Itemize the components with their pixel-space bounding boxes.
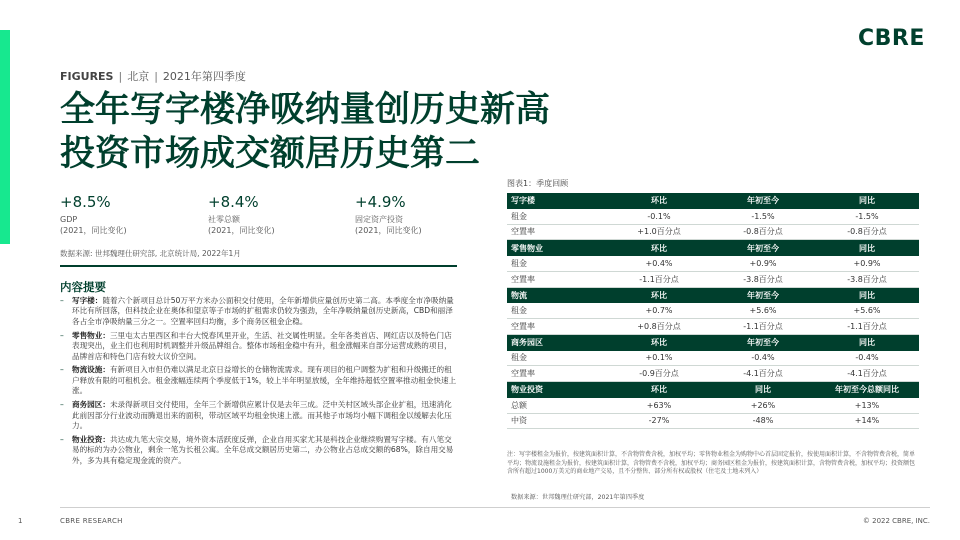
summary-item-investment: – 物业投资：共达成九笔大宗交易，境外资本活跃度反弹，企业自用买家尤其是科技企业继续购置写字楼。有八笔交易的标的为办公物业，剩余一笔为长租公寓。全年总成交额居历史第二，办公物业占总成交额的68%，除自用交易外，多为具有稳定现金流的资产。 <box>60 434 454 465</box>
table-row <box>507 209 919 225</box>
table-cell: +0.7% <box>645 306 673 316</box>
kpi-value: +4.9% <box>355 193 406 211</box>
bullet-head: 零售物业： <box>72 330 110 340</box>
page-number: 1 <box>18 517 23 525</box>
table-row <box>507 256 919 272</box>
header-cell: 物业投资 <box>511 385 543 395</box>
table-cell: +63% <box>646 400 672 410</box>
kpi-sub: (2021，同比变化) <box>208 226 275 235</box>
summary-item-retail: – 零售物业：三里屯太古里西区和丰台大悦春风里开业，生活、社交属性明显。全年各类首店、网红店以及特色门店表现突出，业主们也利用时机调整并升级品牌组合。整体市场租金稳中有升，租金涨幅来自部分运营成熟的项目，品牌首店和特色门店有较大议价空间。 <box>60 330 452 361</box>
kpi-retail <box>208 192 275 236</box>
kpi-label: 固定资产投资 <box>355 215 403 224</box>
table-cell: +0.8百分点 <box>637 321 681 331</box>
table-cell: 租金 <box>511 306 527 316</box>
table-row <box>507 414 919 430</box>
table-cell: 空置率 <box>511 274 535 284</box>
table-header-business-park <box>507 335 919 351</box>
header-cell: 同比 <box>859 243 875 253</box>
header-cell: 年初至今 <box>747 290 779 300</box>
table-cell: 租金 <box>511 353 527 363</box>
table-cell: -27% <box>648 416 670 426</box>
header-cell: 环比 <box>651 243 667 253</box>
kpi-sub: (2021，同比变化) <box>60 226 127 235</box>
bullet-head: 商务园区： <box>72 400 110 410</box>
table-cell: 空置率 <box>511 321 535 331</box>
header-cell: 零售物业 <box>511 243 543 253</box>
figure-label: 图表1：季度回顾 <box>507 179 569 188</box>
kpi-sub: (2021，同比变化) <box>355 226 422 235</box>
kpi-label: 社零总额 <box>208 215 240 224</box>
kpi-gdp <box>60 192 127 236</box>
header-cell: 环比 <box>651 196 667 206</box>
table-cell: -1.5% <box>855 211 879 221</box>
kpi-group <box>60 192 460 242</box>
footer-rule <box>60 507 930 508</box>
table-cell: -0.4% <box>855 353 879 363</box>
table-row <box>507 225 919 241</box>
table-cell: +0.4% <box>645 258 673 268</box>
footer-copyright: © 2022 CBRE, INC. <box>862 517 930 525</box>
bullet-head: 写字楼： <box>72 296 103 305</box>
table-cell: -1.1百分点 <box>743 321 783 331</box>
table-cell: -1.1百分点 <box>639 274 679 284</box>
table-cell: +26% <box>750 400 776 410</box>
summary-list <box>60 296 458 470</box>
table-cell: +13% <box>854 400 880 410</box>
table-header-retail <box>507 240 919 256</box>
table-cell: 空置率 <box>511 369 535 379</box>
table-cell: +5.6% <box>749 306 777 316</box>
table-cell: -1.1百分点 <box>847 321 887 331</box>
table-header-investment <box>507 382 919 398</box>
header-cell: 商务园区 <box>511 338 543 348</box>
table-cell: +5.6% <box>853 306 881 316</box>
table-cell: +0.9% <box>853 258 881 268</box>
table-notes: 注：写字楼租金为报价，按建筑面积计算，不含物管费含税，加权平均；零售物业租金为购物中心首层固定报价，按使用面积计算，不含物管费含税，简单平均；物流设施租金为报价，按建筑面积计算，含物管费不含税，加权平均；商务园区租金为报价，按建筑面积计算，含物管费含税，加权平均；投资额包含所有超过1000万美元的商业地产交易，且不分整售、部分所有权或股权（住宅及土地未列入） <box>507 451 916 476</box>
summary-item-logistics: – 物流设施：有新项目入市但仍难以满足北京日益增长的仓储物流需求。现有项目的租户调整为扩租和升级搬迁的租户释放有限的可租机会。租金涨幅连续两个季度低于1%，较上半年明显放缓，全年维持超低空置率推动租金快速上涨。 <box>60 365 457 396</box>
source-note-right: 数据来源：世邦魏理仕研究部，2021年第四季度 <box>511 494 645 501</box>
table-row <box>507 366 919 382</box>
table-cell: +14% <box>854 416 880 426</box>
header-cell: 年初至今 <box>747 338 779 348</box>
table-cell: -0.8百分点 <box>847 227 887 237</box>
header-cell: 环比 <box>651 385 667 395</box>
header-cell: 环比 <box>651 290 667 300</box>
table-cell: 中资 <box>511 416 527 426</box>
header-cell: 同比 <box>755 385 771 395</box>
table-header-logistics <box>507 288 919 304</box>
bullet-text: 有新项目入市但仍难以满足北京日益增长的仓储物流需求。现有项目的租户调整为扩租和升级搬迁的租户释放有限的可租机会。租金涨幅连续两个季度低于1%，较上半年明显放缓，全年维持超低空置率推动租金快速上涨。 <box>72 365 457 396</box>
table-cell: -0.1% <box>647 211 671 221</box>
table-cell: +1.0百分点 <box>637 227 681 237</box>
header-cell: 同比 <box>859 196 875 206</box>
page-title <box>60 88 550 176</box>
bullet-text: 未录得新项目交付使用，全年三个新增供应累计仅是去年三成。泛中关村区域头部企业扩租，迅速消化此前因部分行业波动而腾退出来的面积，带动区域平均租金快速上涨。而其他子市场均小幅下调租金以缓解去化压力。 <box>72 400 452 430</box>
kpi-fixed-investment <box>355 192 422 236</box>
header-cell: 同比 <box>859 338 875 348</box>
eyebrow-city: 北京 <box>127 70 150 83</box>
cbre-logo: CBRE <box>858 26 925 51</box>
header-cell: 年初至今总额同比 <box>835 385 899 395</box>
bullet-head: 物流设施： <box>72 365 110 375</box>
table-cell: 租金 <box>511 211 527 221</box>
eyebrow: FIGURES | 北京 | 2021年第四季度 <box>60 70 246 83</box>
header-cell: 年初至今 <box>747 243 779 253</box>
table-cell: 空置率 <box>511 227 535 237</box>
accent-bar <box>0 30 10 244</box>
bullet-text: 三里屯太古里西区和丰台大悦春风里开业，生活、社交属性明显。全年各类首店、网红店以及特色门店表现突出，业主们也利用时机调整并升级品牌组合。整体市场租金稳中有升，租金涨幅来自部分运营成熟的项目，品牌首店和特色门店有较大议价空间。 <box>72 330 452 361</box>
bullet-head: 物业投资： <box>72 434 110 444</box>
header-cell: 同比 <box>859 290 875 300</box>
footer-brand: CBRE RESEARCH <box>60 517 123 525</box>
source-note-left: 数据来源: 世邦魏理仕研究部, 北京统计局, 2022年1月 <box>60 249 241 258</box>
table-cell: -3.8百分点 <box>847 274 887 284</box>
table-cell: 总额 <box>511 400 527 410</box>
table-cell: +0.1% <box>645 353 673 363</box>
summary-item-business-park: – 商务园区：未录得新项目交付使用，全年三个新增供应累计仅是去年三成。泛中关村区域头部企业扩租，迅速消化此前因部分行业波动而腾退出来的面积，带动区域平均租金快速上涨。而其他子市场均小幅下调租金以缓解去化压力。 <box>60 400 452 430</box>
header-cell: 写字楼 <box>511 196 535 206</box>
header-cell: 物流 <box>511 290 527 300</box>
table-row <box>507 398 919 414</box>
table-cell: -3.8百分点 <box>743 274 783 284</box>
table-cell: -48% <box>752 416 774 426</box>
summary-heading: 内容提要 <box>60 280 106 294</box>
table-cell: -4.1百分点 <box>743 369 783 379</box>
title-line-2: 投资市场成交额居历史第二 <box>60 133 481 174</box>
header-cell: 环比 <box>651 338 667 348</box>
kpi-value: +8.4% <box>208 193 259 211</box>
table-row <box>507 351 919 367</box>
table-cell: -0.4% <box>751 353 775 363</box>
table-header-office <box>507 193 919 209</box>
table-cell: -4.1百分点 <box>847 369 887 379</box>
table-cell: +0.9% <box>749 258 777 268</box>
bullet-text: 共达成九笔大宗交易，境外资本活跃度反弹，企业自用买家尤其是科技企业继续购置写字楼。有八笔交易的标的为办公物业，剩余一笔为长租公寓。全年总成交额居历史第二，办公物业占总成交额的68%，除自用交易外，多为具有稳定现金流的资产。 <box>72 434 454 465</box>
table-cell: -0.8百分点 <box>743 227 783 237</box>
kpi-value: +8.5% <box>60 193 111 211</box>
bullet-text: 随着六个新项目总计50万平方米办公面积交付使用，全年新增供应量创历史第二高。本季度全市净吸纳量环比有所回落，但科技企业在奥体和望京等子市场的扩租需求仍较为强劲，全年净吸纳量创历史新高，CBD和丽泽各占全市净吸纳量三分之一。空置率回归均衡，多个商务区租金企稳。 <box>72 296 454 326</box>
summary-item-office: – 写字楼：随着六个新项目总计50万平方米办公面积交付使用，全年新增供应量创历史第二高。本季度全市净吸纳量环比有所回落，但科技企业在奥体和望京等子市场的扩租需求仍较为强劲，全年净吸纳量创历史新高，CBD和丽泽各占全市净吸纳量三分之一。空置率回归均衡，多个商务区租金企稳。 <box>60 296 454 326</box>
table-cell: -1.5% <box>751 211 775 221</box>
table-row <box>507 319 919 335</box>
kpi-label: GDP <box>60 215 78 224</box>
quarterly-review-table <box>507 193 919 429</box>
title-line-1: 全年写字楼净吸纳量创历史新高 <box>60 89 551 130</box>
eyebrow-period: 2021年第四季度 <box>162 70 246 83</box>
table-row <box>507 303 919 319</box>
table-row <box>507 272 919 288</box>
table-cell: 租金 <box>511 258 527 268</box>
section-divider <box>60 265 457 267</box>
header-cell: 年初至今 <box>747 196 779 206</box>
eyebrow-label: FIGURES <box>60 70 114 83</box>
table-cell: -0.9百分点 <box>639 369 679 379</box>
